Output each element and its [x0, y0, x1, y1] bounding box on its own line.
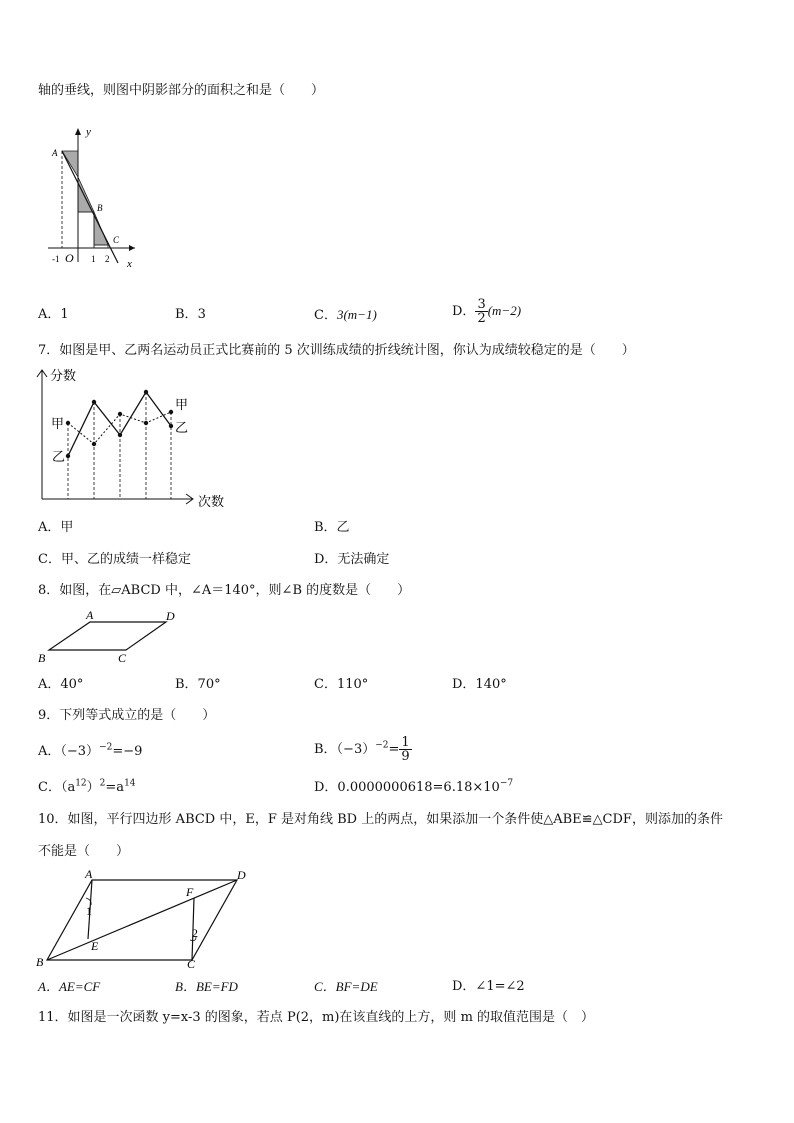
q6-label-O: O — [65, 251, 74, 265]
q6-line — [62, 151, 118, 263]
q10-label-D: D — [237, 868, 246, 882]
q6-option-b[interactable]: B．3 — [175, 307, 206, 322]
q8-label-D: D — [166, 609, 175, 623]
q6-label-A: A — [52, 148, 58, 158]
q6-label-y: y — [86, 126, 91, 138]
q6-d-fraction: $\frac{3}{2}$ — [477, 297, 486, 326]
q6-label-C: C — [113, 235, 120, 245]
q10-option-a[interactable]: A．AE=CF — [38, 979, 101, 994]
q7-jia-left-label: 甲 — [51, 416, 65, 431]
q6-tick-m1: -1 — [52, 254, 60, 264]
q6-figure — [40, 120, 160, 270]
q7-series-yi — [68, 392, 171, 456]
q10-label-B: B — [36, 955, 44, 969]
q10-angle-2: 2 — [192, 926, 198, 940]
q9-b-fraction: $\frac{1}{9}$ — [401, 735, 410, 764]
q8-option-b[interactable]: B．70° — [175, 677, 221, 692]
q8-parallelogram — [49, 622, 166, 650]
q6-option-c[interactable]: C．3(m−1) — [314, 307, 377, 323]
q8-label-A: A — [86, 608, 94, 622]
q7-x-label: 次数 — [198, 494, 225, 509]
q9-option-a[interactable]: A．$(-3)^{-2}=-9$ — [38, 742, 143, 759]
q10-figure — [35, 866, 255, 971]
q8-parallelogram-figure — [35, 606, 185, 666]
q7-option-d[interactable]: D．无法确定 — [314, 552, 390, 567]
q7-line-chart — [35, 365, 235, 509]
q6-tick-1: 1 — [91, 254, 96, 264]
q8-stem: 8．如图，在▱ABCD 中，∠A＝140°，则∠B 的度数是（ ） — [38, 583, 411, 598]
q10-option-b[interactable]: B．BE=FD — [175, 979, 238, 994]
q10-option-d[interactable]: D．∠1=∠2 — [452, 979, 525, 994]
q11-stem: 11．如图是一次函数 y=x-3 的图象，若点 P(2，m)在该直线的上方，则 m 的取值范围是（ ） — [38, 1010, 595, 1025]
q10-label-A: A — [85, 867, 93, 881]
q10-diagonal-bd — [47, 880, 237, 960]
q8-option-c[interactable]: C．110° — [314, 677, 369, 692]
q6-stem-tail: 轴的垂线，则图中阴影部分的面积之和是（ ） — [38, 83, 325, 98]
q9-option-c[interactable]: C．$(a^{12})^2=a^{14}$ — [38, 778, 136, 795]
q6-shade-2 — [78, 177, 94, 212]
q10-angle-1: 1 — [86, 904, 92, 918]
q10-stem: 10．如图，平行四边形 ABCD 中，E，F 是对角线 BD 上的两点，如果添加一个条件使△ABE≌△CDF，则添加的条件 — [38, 812, 723, 827]
q7-yi-right-label: 乙 — [175, 420, 189, 435]
q8-option-a[interactable]: A．40° — [38, 677, 84, 692]
q10-label-C: C — [187, 957, 196, 971]
q9-option-d[interactable]: D．$0.0000000618=6.18\times 10^{-7}$ — [314, 778, 514, 795]
q10-option-c[interactable]: C．BF=DE — [314, 979, 378, 994]
q10-label-E: E — [91, 939, 99, 953]
q6-option-a[interactable]: A．1 — [38, 307, 69, 322]
q7-y-label: 分数 — [50, 368, 77, 383]
q6-tick-2: 2 — [105, 254, 110, 264]
q6-label-x: x — [127, 258, 132, 270]
q10-stem-line2: 不能是（ ） — [38, 844, 130, 859]
q8-label-B: B — [38, 651, 46, 665]
q7-option-b[interactable]: B．乙 — [314, 520, 350, 535]
q7-jia-right-label: 甲 — [175, 397, 189, 412]
q9-stem: 9．下列等式成立的是（ ） — [38, 708, 216, 723]
q9-option-b[interactable]: B．$(-3)^{-2}=$ $\frac{1}{9}$ — [314, 735, 410, 764]
q7-series-jia — [68, 412, 171, 444]
q7-stem: 7．如图是甲、乙两名运动员正式比赛前的 5 次训练成绩的折线统计图，你认为成绩较稳定的是（ ） — [38, 343, 635, 358]
q6-option-d[interactable]: D． $\frac{3}{2}$ (m−2) — [452, 297, 522, 326]
q8-label-C: C — [118, 651, 127, 665]
q8-option-d[interactable]: D．140° — [452, 677, 507, 692]
q7-option-a[interactable]: A．甲 — [38, 520, 74, 535]
q6-label-B: B — [97, 203, 103, 213]
q7-yi-left-label: 乙 — [52, 449, 66, 464]
q7-option-c[interactable]: C．甲、乙的成绩一样稳定 — [38, 552, 191, 567]
q10-label-F: F — [186, 885, 194, 899]
